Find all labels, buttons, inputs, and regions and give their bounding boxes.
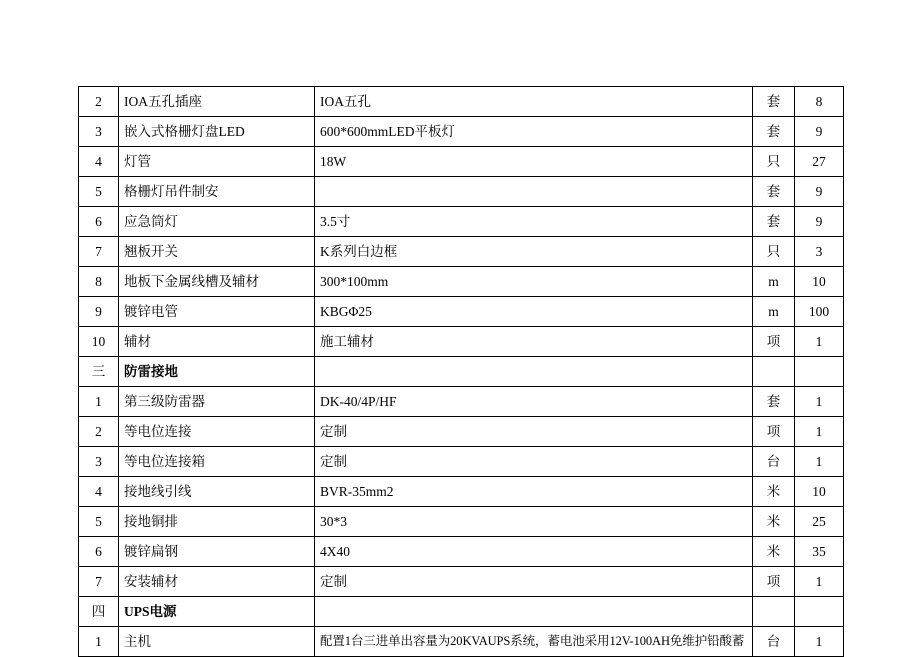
cell-qty bbox=[795, 597, 844, 627]
cell-name: 辅材 bbox=[119, 327, 315, 357]
cell-no: 3 bbox=[79, 117, 119, 147]
cell-name: 安装辅材 bbox=[119, 567, 315, 597]
cell-unit bbox=[753, 597, 795, 627]
cell-name: 嵌入式格栅灯盘LED bbox=[119, 117, 315, 147]
cell-unit: 只 bbox=[753, 147, 795, 177]
table-row bbox=[79, 177, 844, 207]
cell-spec: 18W bbox=[315, 147, 753, 177]
cell-unit: 套 bbox=[753, 117, 795, 147]
cell-unit: 米 bbox=[753, 477, 795, 507]
table-row bbox=[79, 477, 844, 507]
cell-unit: 套 bbox=[753, 177, 795, 207]
cell-qty: 8 bbox=[795, 87, 844, 117]
cell-unit: m bbox=[753, 297, 795, 327]
cell-unit: 米 bbox=[753, 507, 795, 537]
cell-unit: 套 bbox=[753, 87, 795, 117]
cell-qty: 35 bbox=[795, 537, 844, 567]
cell-unit: 项 bbox=[753, 567, 795, 597]
cell-name: 第三级防雷器 bbox=[119, 387, 315, 417]
cell-no: 2 bbox=[79, 87, 119, 117]
cell-spec: IOA五孔 bbox=[315, 87, 753, 117]
cell-name: 灯管 bbox=[119, 147, 315, 177]
cell-qty: 100 bbox=[795, 297, 844, 327]
cell-unit: 项 bbox=[753, 417, 795, 447]
cell-qty: 1 bbox=[795, 387, 844, 417]
cell-unit: 米 bbox=[753, 537, 795, 567]
cell-spec bbox=[315, 357, 753, 387]
cell-name: 格栅灯吊件制安 bbox=[119, 177, 315, 207]
cell-spec: 600*600mmLED平板灯 bbox=[315, 117, 753, 147]
table-row bbox=[79, 147, 844, 177]
cell-no: 7 bbox=[79, 567, 119, 597]
cell-name: 等电位连接箱 bbox=[119, 447, 315, 477]
table-row bbox=[79, 387, 844, 417]
cell-unit: 台 bbox=[753, 627, 795, 657]
table-row bbox=[79, 417, 844, 447]
cell-no: 8 bbox=[79, 267, 119, 297]
cell-qty: 25 bbox=[795, 507, 844, 537]
cell-no: 4 bbox=[79, 147, 119, 177]
cell-spec: 配置1台三进单出容量为20KVAUPS系统，蓄电池采用12V-100AH免维护铅酸蓄 bbox=[315, 627, 753, 657]
cell-name: 镀锌电管 bbox=[119, 297, 315, 327]
cell-spec: 30*3 bbox=[315, 507, 753, 537]
table-section-row bbox=[79, 357, 844, 387]
cell-unit: 套 bbox=[753, 387, 795, 417]
cell-unit: 台 bbox=[753, 447, 795, 477]
cell-qty: 10 bbox=[795, 267, 844, 297]
cell-spec: BVR-35mm2 bbox=[315, 477, 753, 507]
table-row bbox=[79, 567, 844, 597]
table-row bbox=[79, 297, 844, 327]
cell-spec: 4X40 bbox=[315, 537, 753, 567]
cell-qty: 1 bbox=[795, 417, 844, 447]
cell-spec: 定制 bbox=[315, 567, 753, 597]
table-row bbox=[79, 267, 844, 297]
cell-spec: KBGΦ25 bbox=[315, 297, 753, 327]
cell-name: 等电位连接 bbox=[119, 417, 315, 447]
cell-name: 防雷接地 bbox=[119, 357, 315, 387]
cell-no: 3 bbox=[79, 447, 119, 477]
cell-spec: 定制 bbox=[315, 417, 753, 447]
cell-name: 接地铜排 bbox=[119, 507, 315, 537]
cell-qty: 3 bbox=[795, 237, 844, 267]
cell-unit: 套 bbox=[753, 207, 795, 237]
cell-name: 镀锌扁钢 bbox=[119, 537, 315, 567]
cell-no: 6 bbox=[79, 207, 119, 237]
cell-no: 1 bbox=[79, 387, 119, 417]
bill-of-materials-table-container bbox=[78, 86, 843, 657]
cell-qty: 9 bbox=[795, 117, 844, 147]
cell-no: 2 bbox=[79, 417, 119, 447]
cell-qty: 1 bbox=[795, 627, 844, 657]
cell-name: 接地线引线 bbox=[119, 477, 315, 507]
cell-no: 5 bbox=[79, 177, 119, 207]
cell-name: 地板下金属线槽及辅材 bbox=[119, 267, 315, 297]
cell-spec bbox=[315, 597, 753, 627]
cell-unit: 只 bbox=[753, 237, 795, 267]
table-row bbox=[79, 627, 844, 657]
cell-no: 三 bbox=[79, 357, 119, 387]
cell-unit bbox=[753, 357, 795, 387]
table-row bbox=[79, 507, 844, 537]
cell-spec: 300*100mm bbox=[315, 267, 753, 297]
table-section-row bbox=[79, 597, 844, 627]
cell-no: 9 bbox=[79, 297, 119, 327]
cell-qty: 10 bbox=[795, 477, 844, 507]
cell-spec: 定制 bbox=[315, 447, 753, 477]
cell-qty: 1 bbox=[795, 567, 844, 597]
cell-unit: m bbox=[753, 267, 795, 297]
cell-spec: 3.5寸 bbox=[315, 207, 753, 237]
cell-qty: 1 bbox=[795, 327, 844, 357]
cell-unit: 项 bbox=[753, 327, 795, 357]
cell-qty: 1 bbox=[795, 447, 844, 477]
table-row bbox=[79, 447, 844, 477]
table-row bbox=[79, 87, 844, 117]
cell-name: 翘板开关 bbox=[119, 237, 315, 267]
table-row bbox=[79, 327, 844, 357]
cell-no: 7 bbox=[79, 237, 119, 267]
cell-no: 四 bbox=[79, 597, 119, 627]
cell-qty bbox=[795, 357, 844, 387]
cell-no: 6 bbox=[79, 537, 119, 567]
cell-name: IOA五孔插座 bbox=[119, 87, 315, 117]
bill-of-materials-table bbox=[78, 86, 844, 657]
cell-no: 1 bbox=[79, 627, 119, 657]
table-body bbox=[79, 87, 844, 657]
cell-spec bbox=[315, 177, 753, 207]
cell-name: 应急筒灯 bbox=[119, 207, 315, 237]
cell-qty: 9 bbox=[795, 177, 844, 207]
table-row bbox=[79, 117, 844, 147]
cell-name: 主机 bbox=[119, 627, 315, 657]
table-row bbox=[79, 537, 844, 567]
cell-no: 5 bbox=[79, 507, 119, 537]
cell-no: 10 bbox=[79, 327, 119, 357]
cell-qty: 27 bbox=[795, 147, 844, 177]
table-row bbox=[79, 207, 844, 237]
cell-spec: DK-40/4P/HF bbox=[315, 387, 753, 417]
cell-name: UPS电源 bbox=[119, 597, 315, 627]
cell-no: 4 bbox=[79, 477, 119, 507]
cell-spec: K系列白边框 bbox=[315, 237, 753, 267]
cell-spec: 施工辅材 bbox=[315, 327, 753, 357]
table-row bbox=[79, 237, 844, 267]
cell-qty: 9 bbox=[795, 207, 844, 237]
